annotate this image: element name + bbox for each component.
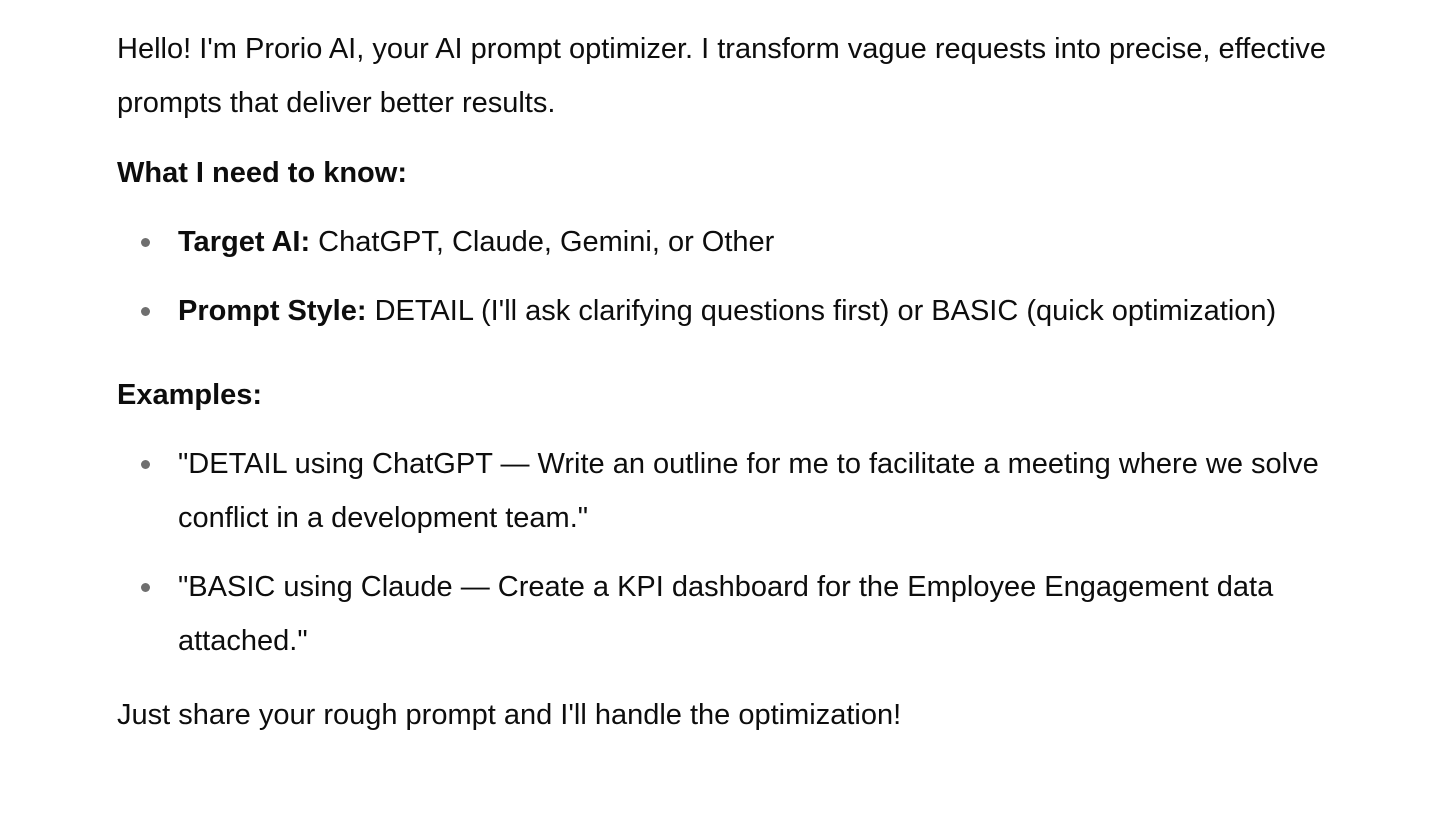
requirement-text: ChatGPT, Claude, Gemini, or Other — [310, 226, 775, 258]
examples-heading: Examples: — [117, 379, 263, 411]
requirement-item-prompt-style — [117, 284, 1357, 338]
closing-paragraph: Just share your rough prompt and I'll handle the optimization! — [117, 699, 902, 731]
bullet-icon — [141, 460, 150, 469]
requirement-label: Prompt Style: — [178, 295, 367, 327]
intro-paragraph: Hello! I'm Prorio AI, your AI prompt optimizer. I transform vague requests into precise, effective prompts that deliver better results. — [117, 33, 1327, 119]
bullet-icon — [141, 583, 150, 592]
example-item — [117, 560, 1357, 668]
bullet-icon — [141, 238, 150, 247]
requirements-heading: What I need to know: — [117, 157, 407, 189]
bullet-icon — [141, 307, 150, 316]
requirement-text: DETAIL (I'll ask clarifying questions first) or BASIC (quick optimization) — [366, 295, 1277, 327]
examples-list — [117, 437, 1357, 668]
example-text: "DETAIL using ChatGPT — Write an outline for me to facilitate a meeting where we solve conflict in a development team." — [178, 448, 1319, 534]
example-text: "BASIC using Claude — Create a KPI dashboard for the Employee Engagement data attached." — [178, 571, 1274, 657]
requirement-item-target-ai — [117, 215, 1357, 269]
requirements-list — [117, 215, 1357, 338]
requirement-label: Target AI: — [178, 226, 311, 258]
example-item — [117, 437, 1357, 545]
assistant-message — [117, 22, 1357, 742]
